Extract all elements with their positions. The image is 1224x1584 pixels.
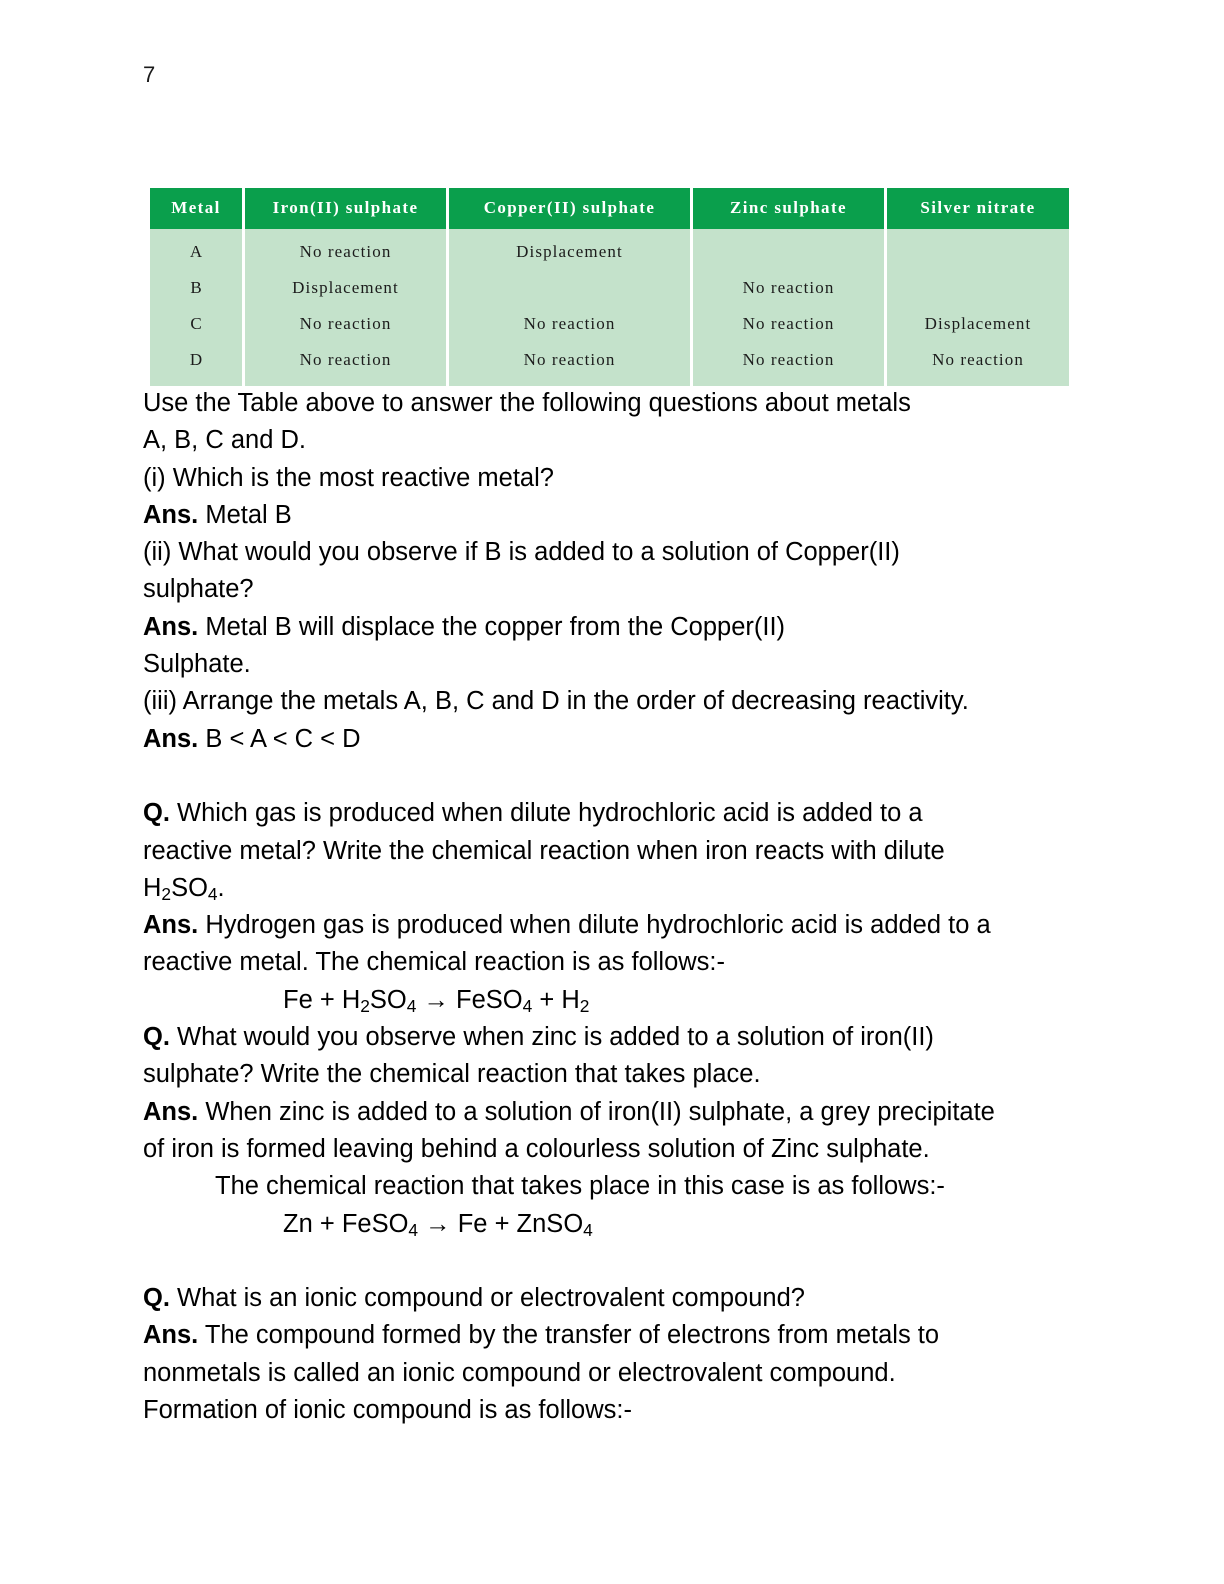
cell-iron-sulphate: Displacement [245, 270, 449, 306]
cell-silver-nitrate: Displacement [887, 306, 1069, 342]
cell-iron-sulphate: No reaction [245, 306, 449, 342]
column-header-zinc-sulphate: Zinc sulphate [693, 188, 887, 229]
cell-silver-nitrate [887, 270, 1069, 306]
cell-metal: B [150, 270, 245, 306]
table-row [150, 270, 1069, 306]
question-1-line-1 [143, 795, 1093, 832]
paragraph-spacer [143, 758, 1093, 795]
answer-ii-line-1 [143, 609, 1093, 646]
answer-label: Ans. [143, 1097, 199, 1126]
eq1-subscript: 4 [406, 995, 417, 1016]
answer-label: Ans. [143, 500, 199, 529]
column-header-silver-nitrate: Silver nitrate [887, 188, 1069, 229]
table-header [150, 188, 1069, 229]
answer-ii-text: Metal B will displace the copper from the Copper(II) [198, 612, 786, 641]
cell-metal: D [150, 342, 245, 386]
table-header-row [150, 188, 1069, 229]
cell-metal: C [150, 306, 245, 342]
column-header-copper-sulphate: Copper(II) sulphate [449, 188, 693, 229]
answer-2-line-1 [143, 1094, 1093, 1131]
question-1-line-2: reactive metal? Write the chemical reaction when iron reacts with dilute [143, 836, 945, 865]
formula-subscript: 2 [161, 883, 172, 904]
question-2-text: What would you observe when zinc is added to a solution of iron(II) [169, 1023, 934, 1052]
question-iii: (iii) Arrange the metals A, B, C and D in the order of decreasing reactivity. [143, 687, 969, 716]
paragraph-spacer [143, 1243, 1093, 1280]
answer-i [143, 497, 1093, 534]
cell-silver-nitrate [887, 229, 1069, 270]
cell-copper-sulphate: No reaction [449, 306, 693, 342]
cell-metal: A [150, 229, 245, 270]
answer-3-line-2: nonmetals is called an ionic compound or electrovalent compound. [143, 1358, 896, 1387]
answer-2-line-2: of iron is formed leaving behind a colourless solution of Zinc sulphate. [143, 1134, 930, 1163]
answer-iii [143, 721, 1093, 758]
answer-3-text: The compound formed by the transfer of electrons from metals to [198, 1321, 940, 1350]
eq1-subscript: 2 [579, 995, 590, 1016]
eq2-part: Zn + FeSO [283, 1209, 409, 1238]
cell-silver-nitrate: No reaction [887, 342, 1069, 386]
answer-1-text: Hydrogen gas is produced when dilute hydrochloric acid is added to a [198, 911, 991, 940]
cell-zinc-sulphate [693, 229, 887, 270]
answer-3-line-3: Formation of ionic compound is as follows:- [143, 1396, 632, 1425]
question-1-line-3 [143, 870, 1093, 907]
table-row [150, 306, 1069, 342]
eq1-subscript: 2 [360, 995, 370, 1016]
answer-1-line-1 [143, 907, 1093, 944]
answer-2-text: When zinc is added to a solution of iron(II) sulphate, a grey precipitate [198, 1097, 995, 1126]
answer-ii-line-2: Sulphate. [143, 650, 251, 679]
cell-copper-sulphate: Displacement [449, 229, 693, 270]
question-label: Q. [143, 1023, 170, 1052]
answer-label: Ans. [143, 612, 199, 641]
question-ii-line-1: (ii) What would you observe if B is added to a solution of Copper(II) [143, 538, 900, 567]
question-2-line-1 [143, 1019, 1093, 1056]
formula-subscript: 4 [207, 883, 218, 904]
question-ii-line-2: sulphate? [143, 575, 254, 604]
chemical-equation-1 [143, 982, 1093, 1019]
eq1-subscript: 4 [522, 995, 533, 1016]
question-answer-content [143, 385, 1093, 1429]
answer-3-line-1 [143, 1317, 1093, 1354]
answer-2-line-3: The chemical reaction that takes place in this case is as follows:- [215, 1172, 945, 1201]
eq1-part: SO [369, 985, 407, 1014]
page-number: 7 [143, 62, 156, 87]
intro-line-1: Use the Table above to answer the following questions about metals [143, 389, 911, 417]
formula-h: H [143, 873, 162, 902]
answer-label: Ans. [143, 911, 199, 940]
formula-period: . [217, 873, 225, 902]
cell-copper-sulphate [449, 270, 693, 306]
metal-reactivity-table [150, 188, 1069, 386]
chemical-equation-2 [143, 1206, 1093, 1243]
intro-line-2: A, B, C and D. [143, 426, 306, 455]
answer-1-line-2: reactive metal. The chemical reaction is as follows:- [143, 948, 726, 977]
question-3-text: What is an ionic compound or electrovalent compound? [169, 1284, 805, 1313]
column-header-metal: Metal [150, 188, 245, 229]
question-i: (i) Which is the most reactive metal? [143, 463, 554, 492]
answer-label: Ans. [143, 724, 199, 753]
answer-label: Ans. [143, 1321, 199, 1350]
eq2-subscript: 4 [583, 1219, 593, 1240]
cell-zinc-sulphate: No reaction [693, 270, 887, 306]
question-3-line-1 [143, 1280, 1093, 1317]
formula-so: SO [171, 873, 208, 902]
question-1-text: Which gas is produced when dilute hydrochloric acid is added to a [169, 799, 923, 828]
eq1-part: + H [532, 985, 580, 1014]
question-label: Q. [143, 799, 170, 828]
cell-iron-sulphate: No reaction [245, 229, 449, 270]
table-row [150, 342, 1069, 386]
cell-zinc-sulphate: No reaction [693, 306, 887, 342]
cell-copper-sulphate: No reaction [449, 342, 693, 386]
table-row [150, 229, 1069, 270]
cell-zinc-sulphate: No reaction [693, 342, 887, 386]
eq1-part: → FeSO [416, 985, 523, 1014]
question-label: Q. [143, 1284, 170, 1313]
eq1-part: Fe + H [283, 985, 361, 1014]
question-2-line-2: sulphate? Write the chemical reaction that takes place. [143, 1060, 761, 1089]
cell-iron-sulphate: No reaction [245, 342, 449, 386]
column-header-iron-sulphate: Iron(II) sulphate [245, 188, 449, 229]
eq2-part: → Fe + ZnSO [418, 1209, 584, 1238]
table-body [150, 229, 1069, 386]
answer-i-text: Metal B [198, 500, 292, 529]
answer-iii-text: B < A < C < D [198, 724, 361, 753]
eq2-subscript: 4 [408, 1219, 419, 1240]
